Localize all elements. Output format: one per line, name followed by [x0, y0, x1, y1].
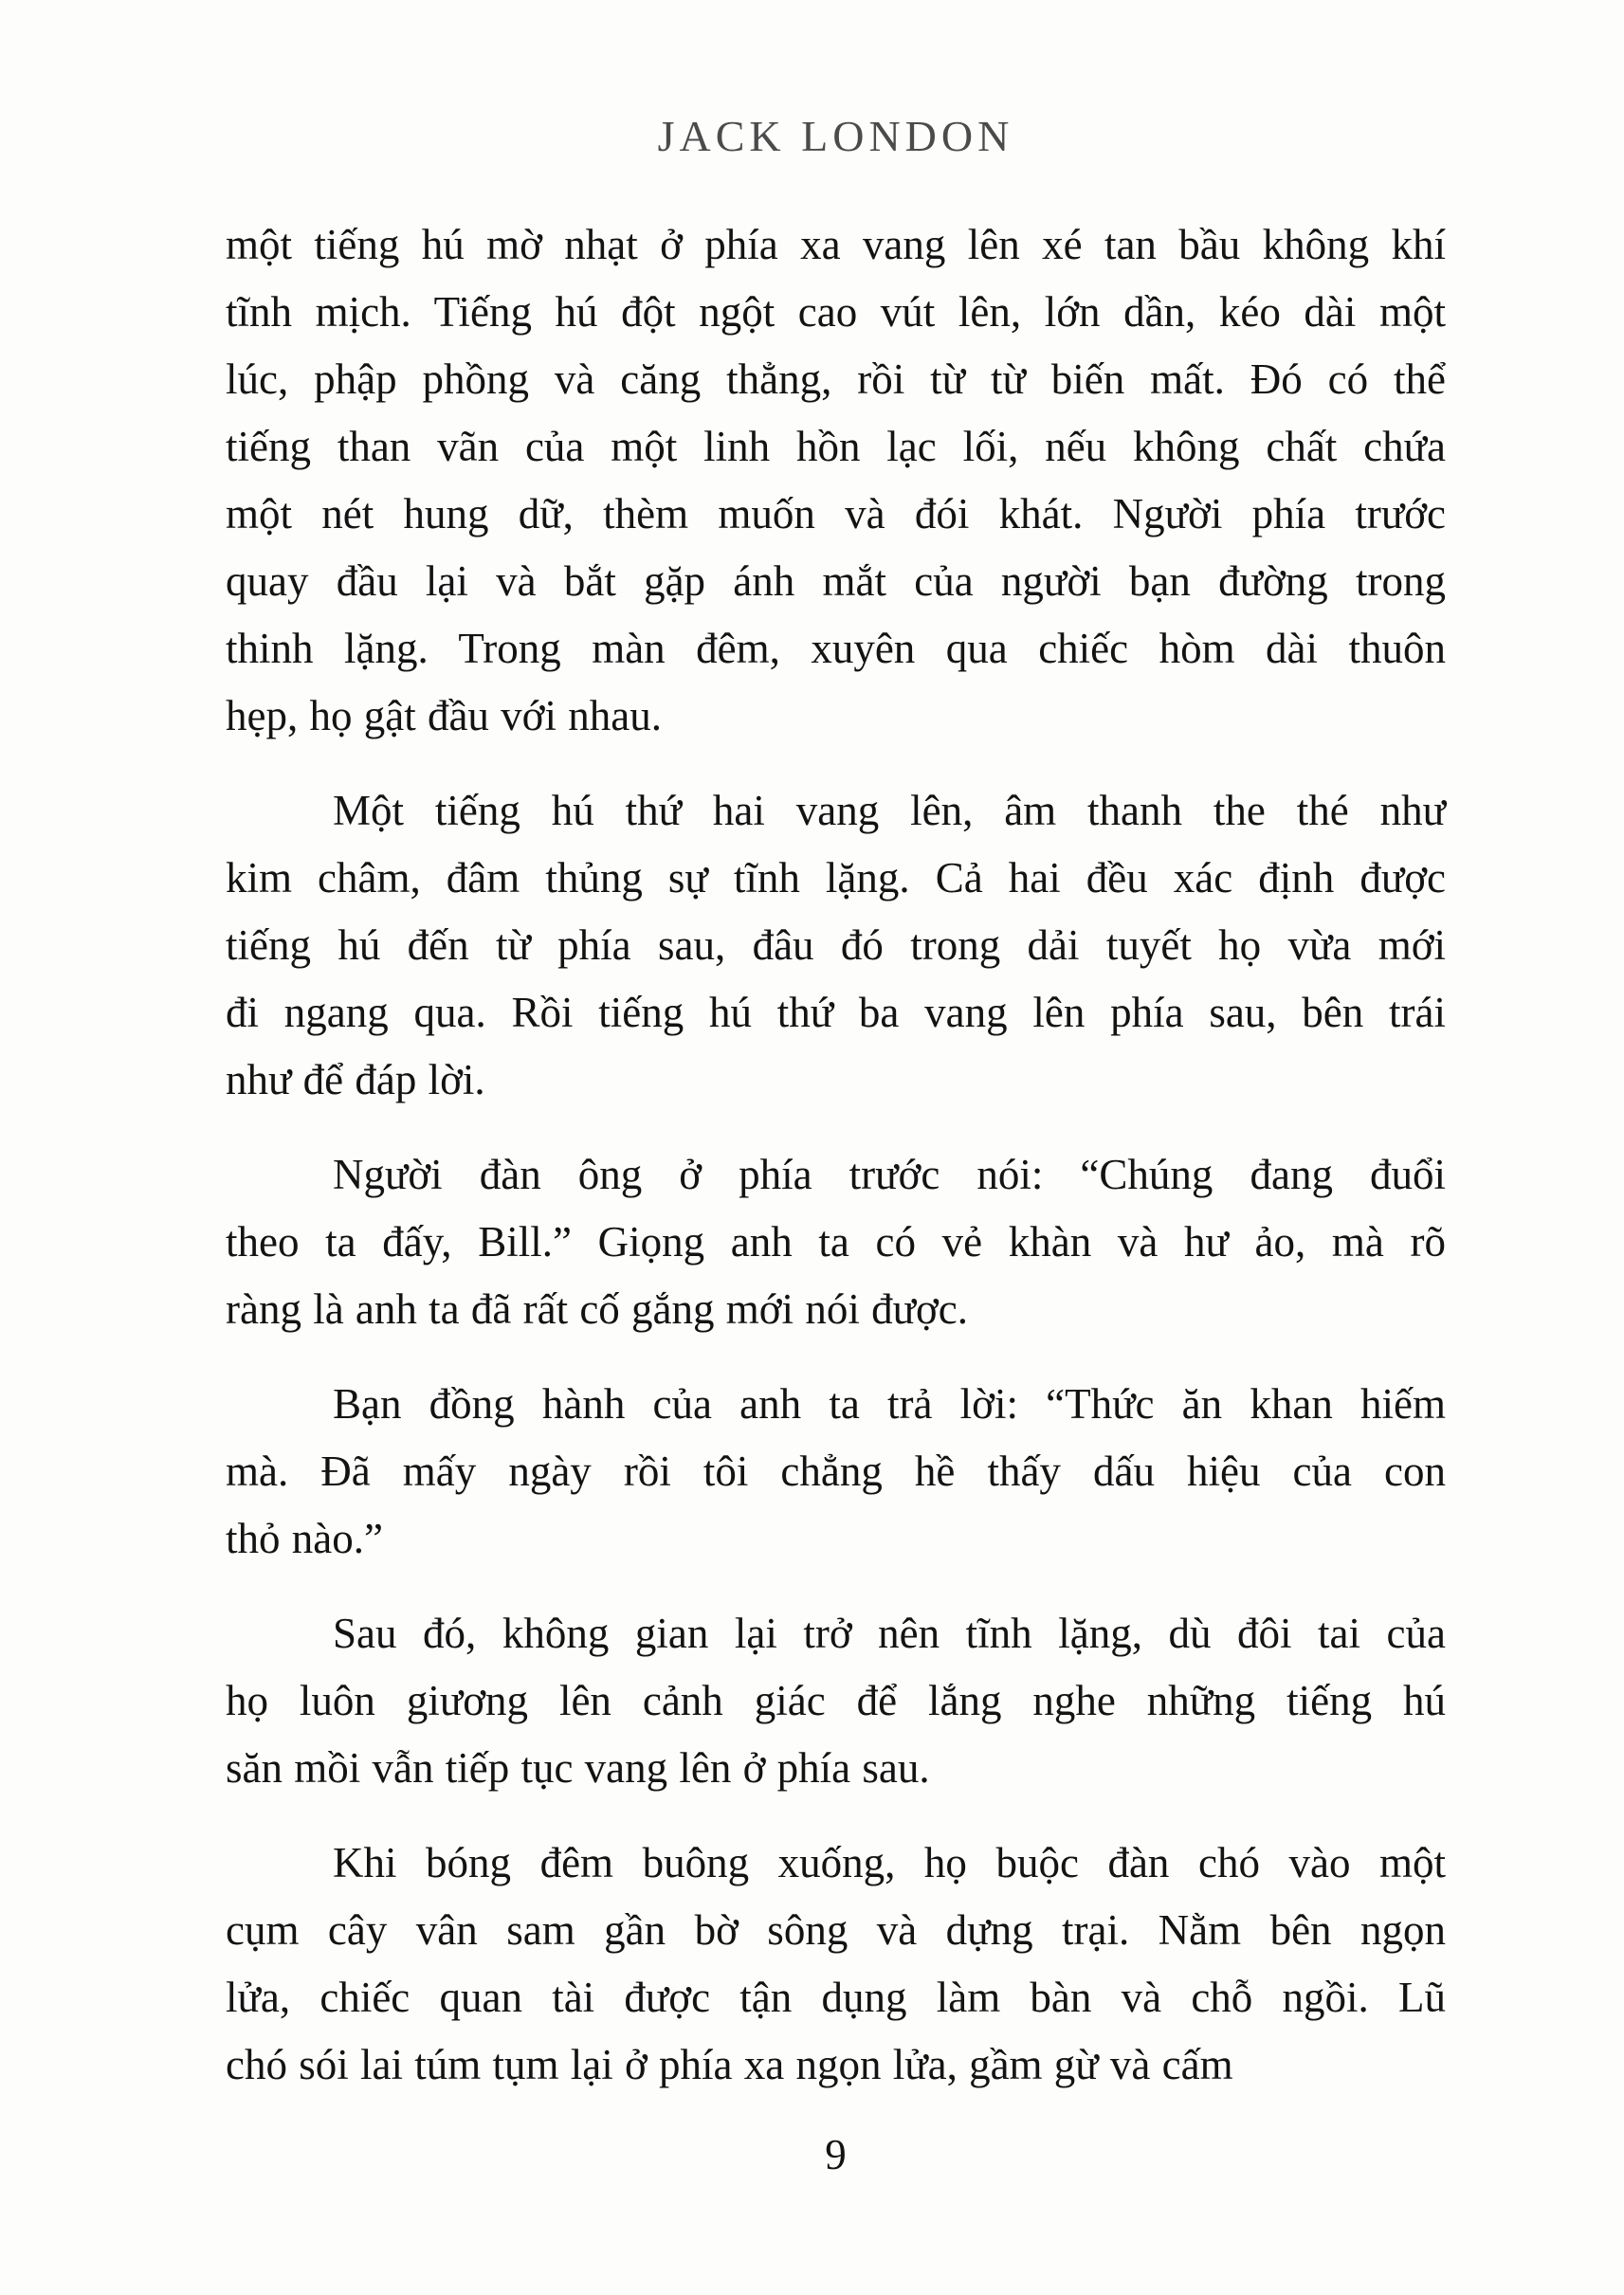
- text-line: tiếng hú đến từ phía sau, đâu đó trong dải tuyết họ vừa mới: [226, 921, 1446, 969]
- paragraph: [226, 1141, 1446, 1343]
- running-header-author: JACK LONDON: [657, 112, 1014, 160]
- paragraph: [226, 1830, 1446, 2099]
- paragraph: [226, 777, 1446, 1114]
- text-line: thỏ nào.”: [226, 1515, 383, 1562]
- text-line: Người đàn ông ở phía trước nói: “Chúng đang đuổi: [333, 1151, 1446, 1198]
- text-line: tiếng than vãn của một linh hồn lạc lối, nếu không chất chứa: [226, 423, 1446, 470]
- text-line: Một tiếng hú thứ hai vang lên, âm thanh the thé như: [333, 787, 1446, 834]
- text-line: Sau đó, không gian lại trở nên tĩnh lặng, dù đôi tai của: [333, 1610, 1446, 1657]
- text-line: Khi bóng đêm buông xuống, họ buộc đàn chó vào một: [333, 1839, 1446, 1886]
- paragraph: [226, 1600, 1446, 1802]
- text-line: lửa, chiếc quan tài được tận dụng làm bàn và chỗ ngồi. Lũ: [226, 1974, 1446, 2021]
- text-line: như để đáp lời.: [226, 1056, 485, 1103]
- text-line: mà. Đã mấy ngày rồi tôi chẳng hề thấy dấu hiệu của con: [226, 1448, 1446, 1495]
- text-line: cụm cây vân sam gần bờ sông và dựng trại. Nằm bên ngọn: [226, 1906, 1446, 1954]
- paragraph: [226, 1371, 1446, 1573]
- text-line: ràng là anh ta đã rất cố gắng mới nói được.: [226, 1285, 968, 1333]
- text-line: họ luôn giương lên cảnh giác để lắng nghe những tiếng hú: [226, 1677, 1446, 1724]
- text-line: săn mồi vẫn tiếp tục vang lên ở phía sau.: [226, 1744, 930, 1792]
- text-line: quay đầu lại và bắt gặp ánh mắt của người bạn đường trong: [226, 557, 1446, 605]
- text-line: thinh lặng. Trong màn đêm, xuyên qua chiếc hòm dài thuôn: [226, 625, 1446, 672]
- text-line: một tiếng hú mờ nhạt ở phía xa vang lên xé tan bầu không khí: [226, 221, 1446, 268]
- text-line: kim châm, đâm thủng sự tĩnh lặng. Cả hai đều xác định được: [226, 854, 1446, 902]
- text-line: tĩnh mịch. Tiếng hú đột ngột cao vút lên, lớn dần, kéo dài một: [226, 288, 1446, 336]
- page-number: 9: [825, 2131, 847, 2178]
- text-line: theo ta đấy, Bill.” Giọng anh ta có vẻ khàn và hư ảo, mà rõ: [226, 1218, 1446, 1266]
- text-line: chó sói lai túm tụm lại ở phía xa ngọn lửa, gầm gừ và cấm: [226, 2041, 1233, 2088]
- text-line: hẹp, họ gật đầu với nhau.: [226, 692, 662, 739]
- text-line: Bạn đồng hành của anh ta trả lời: “Thức ăn khan hiếm: [333, 1380, 1446, 1428]
- text-line: đi ngang qua. Rồi tiếng hú thứ ba vang lên phía sau, bên trái: [226, 989, 1446, 1036]
- paragraph: [226, 211, 1446, 750]
- text-line: một nét hung dữ, thèm muốn và đói khát. Người phía trước: [226, 490, 1446, 537]
- body-text: [226, 211, 1446, 2099]
- text-line: lúc, phập phồng và căng thẳng, rồi từ từ biến mất. Đó có thể: [226, 355, 1446, 403]
